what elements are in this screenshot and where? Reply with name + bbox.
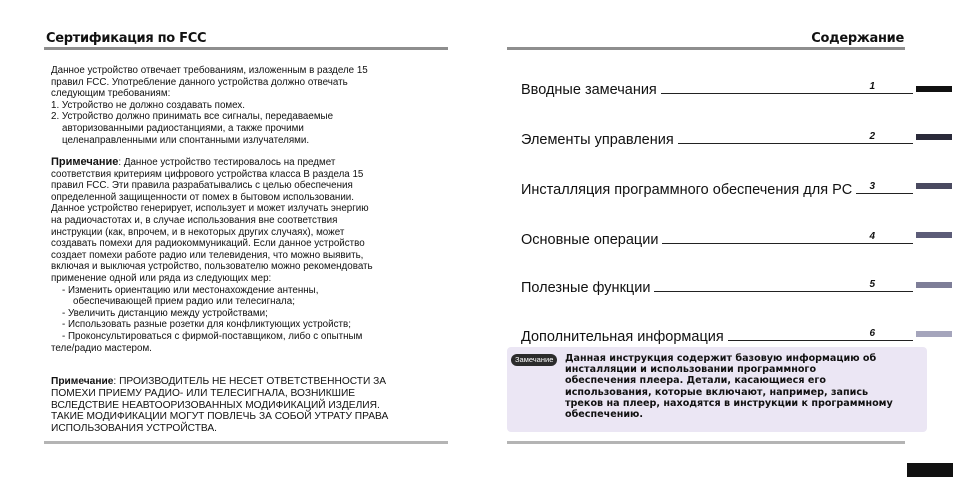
note-box <box>507 347 927 432</box>
toc-entry-useful[interactable] <box>521 276 913 296</box>
toc-entry-software[interactable] <box>521 178 913 198</box>
toc-page: 2 <box>869 131 875 142</box>
measure-line: обеспечивающей прием радио или телесигнала; <box>73 296 295 308</box>
note-label: Примечание <box>51 156 119 168</box>
measure-line: - Использовать разные розетки для конфликтующих устройств; <box>62 319 351 331</box>
toc-page: 3 <box>869 181 875 192</box>
intro-line: авторизованными радиостанциями, а также прочими <box>62 122 304 134</box>
disclaimer-line: ТАКИЕ МОДИФИКАЦИИ МОГУТ ПОВЛЕЧЬ ЗА СОБОЙ УТРАТУ ПРАВА <box>51 411 389 423</box>
toc-page: 1 <box>869 81 875 92</box>
note-line: на радиочастотах и, в случае использования вне соответствия <box>51 214 338 226</box>
note-line: применение одной или ряда из следующих мер: <box>51 272 272 284</box>
section-tab <box>916 282 952 288</box>
disclaimer-section <box>51 376 416 435</box>
disclaimer-line: ВСЛЕДСТВИЕ НЕАВТООРИЗОВАННЫХ МОДИФИКАЦИЙ ИЗДЕЛИЯ. <box>51 399 380 411</box>
note-line: треков на плеер, находятся в инструкции к программному <box>565 397 893 409</box>
corner-tab <box>907 463 953 477</box>
toc-title: Основные операции <box>521 232 662 248</box>
note-line: обеспечению. <box>565 409 644 421</box>
disclaimer-label: Примечание <box>51 376 114 387</box>
note-line: определенной защищенности от помех в бытовом использовании. <box>51 191 354 203</box>
note-line: соответствия критериям цифрового устройства класса B раздела 15 <box>51 168 364 180</box>
note-line: обеспечения плеера. Детали, касающиеся его <box>565 375 826 387</box>
intro-line: целенаправленными или спонтанными излучателями. <box>62 134 310 146</box>
page-title: Сертификация по FCC <box>46 31 207 46</box>
disclaimer-first-line <box>51 376 416 388</box>
section-tab <box>916 331 952 337</box>
toc-title: Элементы управления <box>521 132 678 148</box>
note-line: Данная инструкция содержит базовую информацию об <box>565 353 877 364</box>
toc-page: 6 <box>869 328 875 339</box>
intro-line: Данное устройство отвечает требованиям, изложенным в разделе 15 <box>51 65 368 76</box>
note-line: использования, которые включают, например, запись <box>565 386 869 398</box>
section-tab <box>916 232 952 238</box>
toc-title: Дополнительная информация <box>521 329 728 345</box>
toc-title: Полезные функции <box>521 280 654 296</box>
section-tab <box>916 134 952 140</box>
disclaimer-line: ПОМЕХИ ПРИЕМУ РАДИО- ИЛИ ТЕЛЕСИГНАЛА, ВОЗНИКШИЕ <box>51 387 356 399</box>
intro-line: следующим требованиям: <box>51 88 171 100</box>
top-rule <box>44 47 448 50</box>
note-line: правил FCC. Эти правила разрабатывались с целью обеспечения <box>51 180 353 192</box>
intro-line: 2. Устройство должно принимать все сигналы, передаваемые <box>51 111 334 123</box>
measure-line: - Увеличить дистанцию между устройствами; <box>62 307 268 319</box>
section-tab <box>916 86 952 92</box>
page-title: Содержание <box>811 31 904 46</box>
intro-section <box>51 65 416 146</box>
intro-line: правил FCC. Употребление данного устройства должно отвечать <box>51 76 348 88</box>
bottom-rule <box>44 441 448 444</box>
note-line: инсталляции и использовании программного <box>565 364 817 376</box>
bottom-rule <box>507 441 905 444</box>
disclaimer-line: ИСПОЛЬЗОВАНИЯ УСТРОЙСТВА. <box>51 423 218 435</box>
disclaimer-first-text: : ПРОИЗВОДИТЕЛЬ НЕ НЕСЕТ ОТВЕТСТВЕННОСТИ ЗА <box>113 376 387 387</box>
note-first-line <box>51 157 416 169</box>
note-line: включая и выключая устройство, пользователю можно рекомендовать <box>51 261 373 273</box>
right-page <box>477 0 954 477</box>
note-line: Данное устройство генерирует, использует и может излучать энергию <box>51 203 369 215</box>
measure-line: теле/радио мастером. <box>51 342 152 354</box>
note-badge: Замечание <box>511 354 557 366</box>
toc-title: Инсталляция программного обеспечения для PC <box>521 182 856 198</box>
toc-entry-basic[interactable] <box>521 228 913 248</box>
toc-page: 4 <box>869 231 875 242</box>
toc-page: 5 <box>869 279 875 290</box>
section-tab <box>916 183 952 189</box>
measure-line: - Изменить ориентацию или местонахождение антенны, <box>62 284 319 296</box>
note-section <box>51 157 416 354</box>
note-line: создавать помехи для радиокоммуникаций. Если данное устройство <box>51 238 365 250</box>
note-first-text: : Данное устройство тестировалось на предмет <box>118 157 336 168</box>
top-rule <box>507 47 905 50</box>
measure-line: - Проконсультироваться с фирмой-поставщиком, либо с опытным <box>62 330 363 342</box>
toc-entry-intro[interactable] <box>521 78 913 98</box>
note-line: создает помехи работе радио или телевидения, что можно выявить, <box>51 249 364 261</box>
intro-line: 1. Устройство не должно создавать помех. <box>51 99 246 111</box>
toc-entry-extra[interactable] <box>521 325 913 345</box>
toc-entry-controls[interactable] <box>521 128 913 148</box>
toc-title: Вводные замечания <box>521 82 661 98</box>
note-line: инструкции (как, впрочем, и в некоторых других случаях), может <box>51 226 345 238</box>
note-text <box>565 353 925 420</box>
